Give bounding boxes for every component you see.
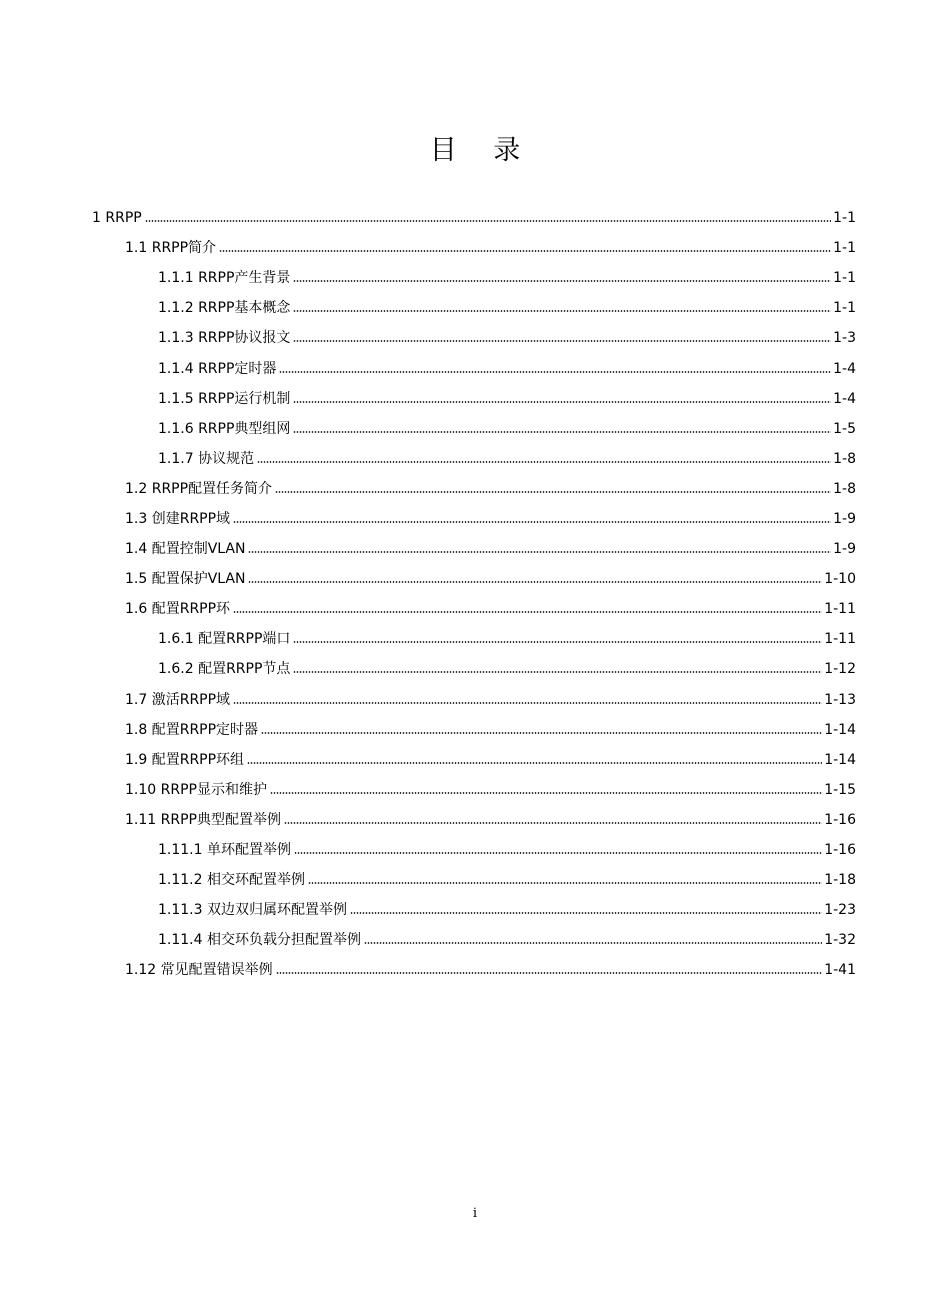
toc-entry[interactable] (0, 955, 950, 985)
toc-entry[interactable] (0, 654, 950, 684)
toc-entry-title: 1.4 配置控制VLAN (125, 541, 246, 558)
toc-entry[interactable] (0, 564, 950, 594)
toc-entry-title: 1.11.3 双边双归属环配置举例 (158, 902, 347, 919)
toc-entry[interactable] (0, 745, 950, 775)
dot-leader (294, 852, 822, 854)
page-title: 目 录 (429, 135, 535, 166)
toc-entry-title: 1.1.6 RRPP典型组网 (158, 420, 291, 437)
toc-entry[interactable] (0, 624, 950, 654)
dot-leader (233, 611, 822, 613)
dot-leader (275, 491, 831, 493)
toc-entry-page: 1-11 (824, 631, 856, 648)
toc-entry[interactable] (0, 895, 950, 925)
toc-entry-page: 1-32 (824, 932, 856, 949)
toc-entry-title: 1 RRPP (92, 210, 142, 227)
dot-leader (279, 371, 831, 373)
toc-entry-title: 1.9 配置RRPP环组 (125, 751, 245, 768)
dot-leader (248, 581, 822, 583)
toc-entry-page: 1-1 (833, 210, 856, 227)
dot-leader (248, 551, 831, 553)
toc-entry[interactable] (0, 594, 950, 624)
toc-entry-title: 1.6 配置RRPP环 (125, 601, 231, 618)
toc-entry-page: 1-12 (824, 661, 856, 678)
dot-leader (293, 310, 831, 312)
dot-leader (219, 250, 831, 252)
toc-entry-page: 1-23 (824, 902, 856, 919)
dot-leader (270, 792, 822, 794)
dot-leader (293, 401, 831, 403)
toc-entry-page: 1-13 (824, 691, 856, 708)
toc-entry-page: 1-11 (824, 601, 856, 618)
toc-entry-page: 1-16 (824, 842, 856, 859)
toc-entry-page: 1-15 (824, 781, 856, 798)
toc-entry[interactable] (0, 444, 950, 474)
toc-entry-page: 1-14 (824, 751, 856, 768)
toc-entry-title: 1.1.3 RRPP协议报文 (158, 330, 291, 347)
toc-entry[interactable] (0, 534, 950, 564)
toc-entry-title: 1.1.4 RRPP定时器 (158, 360, 277, 377)
toc-entry[interactable] (0, 835, 950, 865)
toc-entry-title: 1.11.2 相交环配置举例 (158, 872, 305, 889)
toc-entry-page: 1-4 (833, 390, 856, 407)
toc-entry[interactable] (0, 805, 950, 835)
toc-entry-title: 1.1.7 协议规范 (158, 450, 255, 467)
toc-entry-title: 1.2 RRPP配置任务简介 (125, 480, 273, 497)
toc-entry-page: 1-4 (833, 360, 856, 377)
toc-entry[interactable] (0, 203, 950, 233)
dot-leader (284, 822, 822, 824)
toc-entry-title: 1.3 创建RRPP域 (125, 510, 231, 527)
toc-entry[interactable] (0, 293, 950, 323)
toc-entry[interactable] (0, 233, 950, 263)
dot-leader (308, 882, 822, 884)
toc-entry-page: 1-16 (824, 811, 856, 828)
toc-entry-title: 1.6.2 配置RRPP节点 (158, 661, 291, 678)
dot-leader (350, 912, 822, 914)
toc-entry-page: 1-8 (833, 450, 856, 467)
dot-leader (276, 972, 823, 974)
toc-entry[interactable] (0, 715, 950, 745)
toc-entry-title: 1.1 RRPP简介 (125, 240, 217, 257)
toc-entry-page: 1-3 (833, 330, 856, 347)
toc-entry-title: 1.1.2 RRPP基本概念 (158, 300, 291, 317)
toc-entry-title: 1.10 RRPP显示和维护 (125, 781, 267, 798)
toc-entry-page: 1-8 (833, 480, 856, 497)
toc-entry[interactable] (0, 685, 950, 715)
dot-leader (293, 431, 831, 433)
toc-entry-page: 1-9 (833, 510, 856, 527)
toc-entry[interactable] (0, 353, 950, 383)
dot-leader (233, 702, 822, 704)
page-number: i (472, 1206, 478, 1221)
toc-entry-title: 1.11.1 单环配置举例 (158, 842, 291, 859)
toc-entry-page: 1-5 (833, 420, 856, 437)
toc-entry-title: 1.1.5 RRPP运行机制 (158, 390, 291, 407)
toc-entry-title: 1.11.4 相交环负载分担配置举例 (158, 932, 361, 949)
toc-entry-title: 1.12 常见配置错误举例 (125, 962, 273, 979)
toc-entry-page: 1-9 (833, 541, 856, 558)
dot-leader (293, 671, 822, 673)
dot-leader (293, 280, 831, 282)
toc-entry-title: 1.7 激活RRPP域 (125, 691, 231, 708)
toc-entry-page: 1-1 (833, 300, 856, 317)
toc-entry[interactable] (0, 384, 950, 414)
dot-leader (247, 762, 822, 764)
dot-leader (261, 732, 822, 734)
toc-entry[interactable] (0, 504, 950, 534)
toc-entry-title: 1.6.1 配置RRPP端口 (158, 631, 291, 648)
toc-entry-page: 1-18 (824, 872, 856, 889)
toc-entry[interactable] (0, 474, 950, 504)
dot-leader (364, 942, 822, 944)
toc-entry-title: 1.11 RRPP典型配置举例 (125, 811, 281, 828)
toc-entry[interactable] (0, 263, 950, 293)
toc-entry-page: 1-14 (824, 721, 856, 738)
toc-entry-page: 1-1 (833, 270, 856, 287)
toc-entry-title: 1.8 配置RRPP定时器 (125, 721, 259, 738)
toc-entry-page: 1-41 (824, 962, 856, 979)
dot-leader (145, 220, 831, 222)
toc-entry[interactable] (0, 925, 950, 955)
table-of-contents (0, 203, 950, 985)
toc-entry-title: 1.1.1 RRPP产生背景 (158, 270, 291, 287)
dot-leader (293, 340, 831, 342)
toc-entry[interactable] (0, 414, 950, 444)
dot-leader (233, 521, 831, 523)
dot-leader (293, 641, 822, 643)
dot-leader (257, 461, 831, 463)
toc-entry[interactable] (0, 775, 950, 805)
toc-entry[interactable] (0, 865, 950, 895)
toc-entry-page: 1-10 (824, 571, 856, 588)
toc-entry-title: 1.5 配置保护VLAN (125, 571, 246, 588)
toc-entry[interactable] (0, 323, 950, 353)
toc-entry-page: 1-1 (833, 240, 856, 257)
